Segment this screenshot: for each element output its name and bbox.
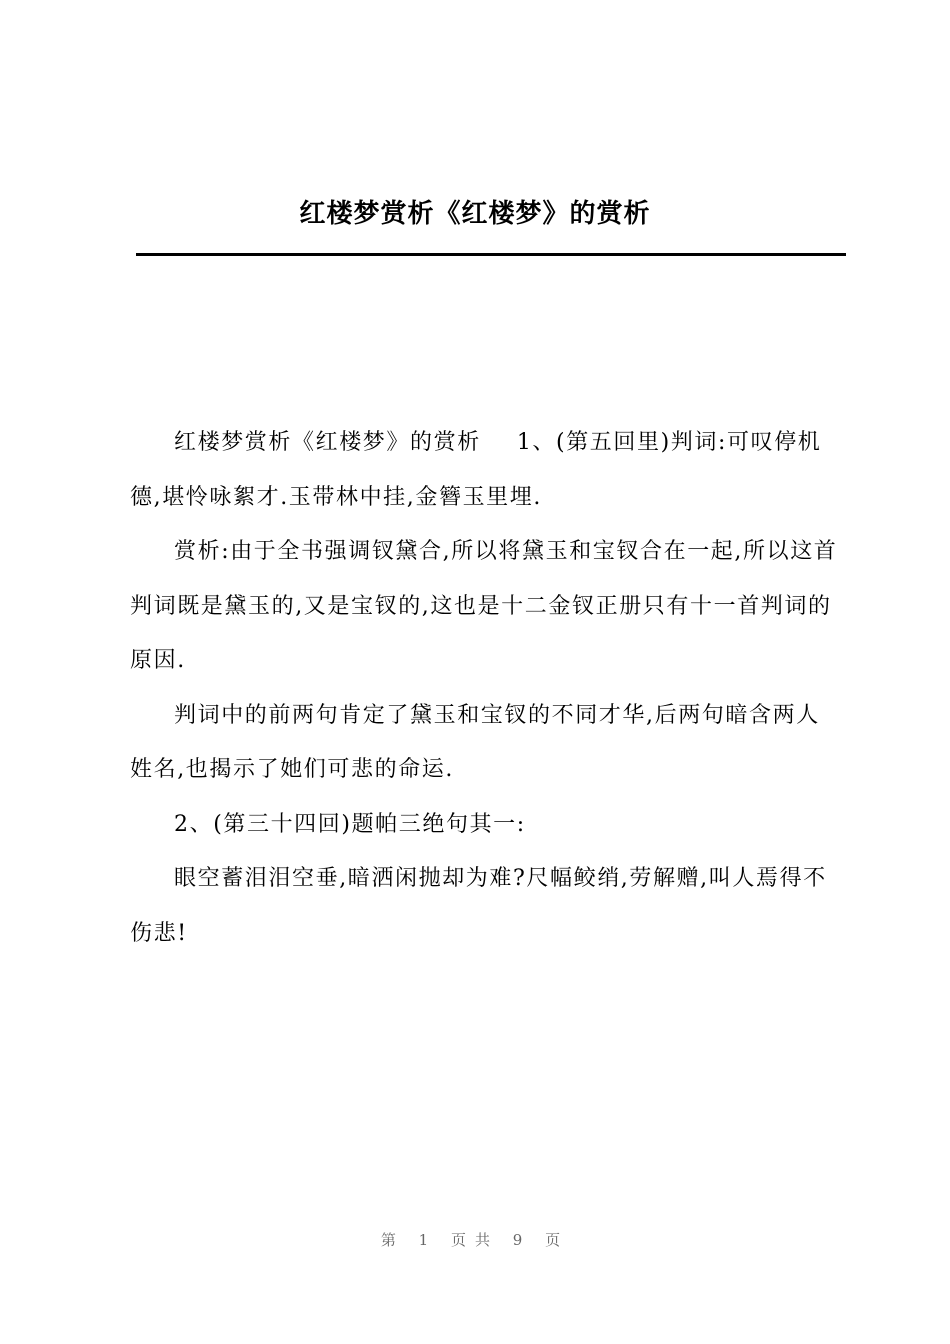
paragraph-1 — [130, 416, 842, 525]
document-body — [130, 416, 842, 961]
page-number-footer: 第 1 页共 9 页 — [380, 1231, 570, 1249]
paragraph-4: 2、(第三十四回)题帕三绝句其一: — [174, 811, 526, 837]
paragraph-1-lead: 红楼梦赏析《红楼梦》的赏析 — [174, 430, 481, 455]
paragraph-3: 判词中的前两句肯定了黛玉和宝钗的不同才华,后两句暗含两人姓名,也揭示了她们可悲的命运. — [130, 702, 820, 782]
paragraph-5: 眼空蓄泪泪空垂,暗洒闲抛却为难?尺幅鲛绡,劳解赠,叫人焉得不伤悲! — [130, 866, 827, 946]
paragraph-1-text: 1、(第五回里)判词:可叹停机德,堪怜咏絮才.玉带林中挂,金簪玉里埋. — [130, 430, 822, 510]
paragraph-2: 赏析:由于全书强调钗黛合,所以将黛玉和宝钗合在一起,所以这首判词既是黛玉的,又是宝钗的,这也是十二金钗正册只有十一首判词的原因. — [130, 539, 838, 673]
document-title: 红楼梦赏析《红楼梦》的赏析 — [299, 199, 651, 229]
title-underline — [136, 253, 846, 256]
